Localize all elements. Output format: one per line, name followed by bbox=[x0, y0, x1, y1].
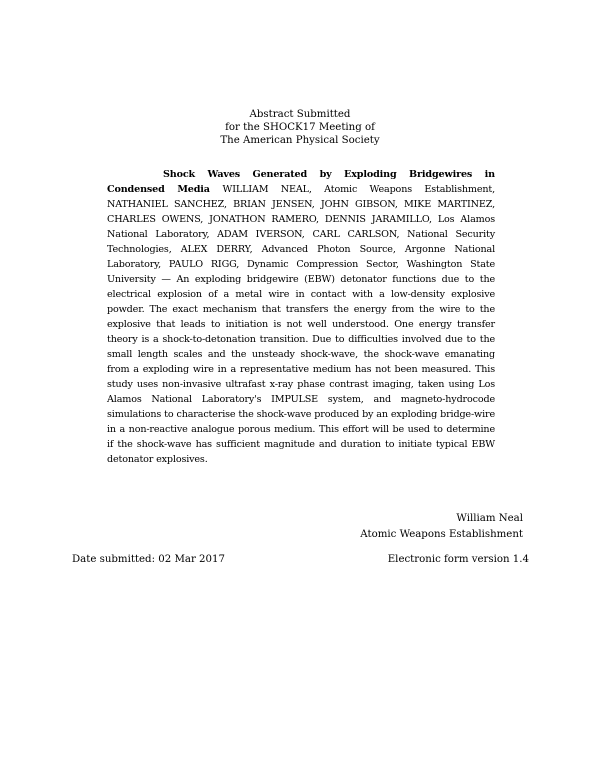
abstract-body: WILLIAM NEAL, Atomic Weapons Establishment, NATHANIEL SANCHEZ, BRIAN JENSEN, JOHN GIBSON, MIKE MARTINEZ, CHARLES OWENS, JONATHON RAMERO, DENNIS JARAMILLO, Los Alamos National Laboratory, ADAM IVERSON, CARL CARLSON, National Security Technologies, ALEX DERRY, Advanced Photon Source, Argonne National Laboratory, PAULO RIGG, Dynamic Compression Sector, Washington State University — An exploding bridgewire (EBW) detonator functions due to the electrical explosion of a metal wire in contact with a low-density explosive powder. The exact mechanism that transfers the energy from the wire to the explosive that leads to initiation is not well understood. One energy transfer theory is a shock-to-detonation transition. Due to difficulties involved due to the small length scales and the unsteady shock-wave, the shock-wave emanating from a exploding wire in a representative medium has not been measured. This study uses non-invasive ultrafast x-ray phase contrast imaging, taken using Los Alamos National Laboratory's IMPULSE system, and magneto-hydrocode simulations to characterise the shock-wave produced by an exploding bridge-wire in a non-reactive analogue porous medium. This effort will be used to determine if the shock-wave has sufficient magnitude and duration to initiate typical EBW detonator explosives. bbox=[107, 184, 495, 465]
abstract-title: Shock Waves Generated by Exploding Bridgewires in Condensed Media bbox=[107, 169, 495, 195]
submission-header bbox=[0, 108, 600, 147]
signature-name: William Neal bbox=[456, 513, 523, 524]
signature-affiliation: Atomic Weapons Establishment bbox=[360, 529, 523, 540]
header-line-meeting: for the SHOCK17 Meeting of bbox=[225, 122, 375, 133]
date-submitted: Date submitted: 02 Mar 2017 bbox=[72, 554, 225, 565]
header-line-abstract-submitted: Abstract Submitted bbox=[249, 109, 351, 120]
signature-block bbox=[360, 511, 523, 543]
header-line-society: The American Physical Society bbox=[220, 135, 380, 146]
form-version: Electronic form version 1.4 bbox=[387, 554, 529, 565]
abstract-block bbox=[107, 167, 495, 467]
